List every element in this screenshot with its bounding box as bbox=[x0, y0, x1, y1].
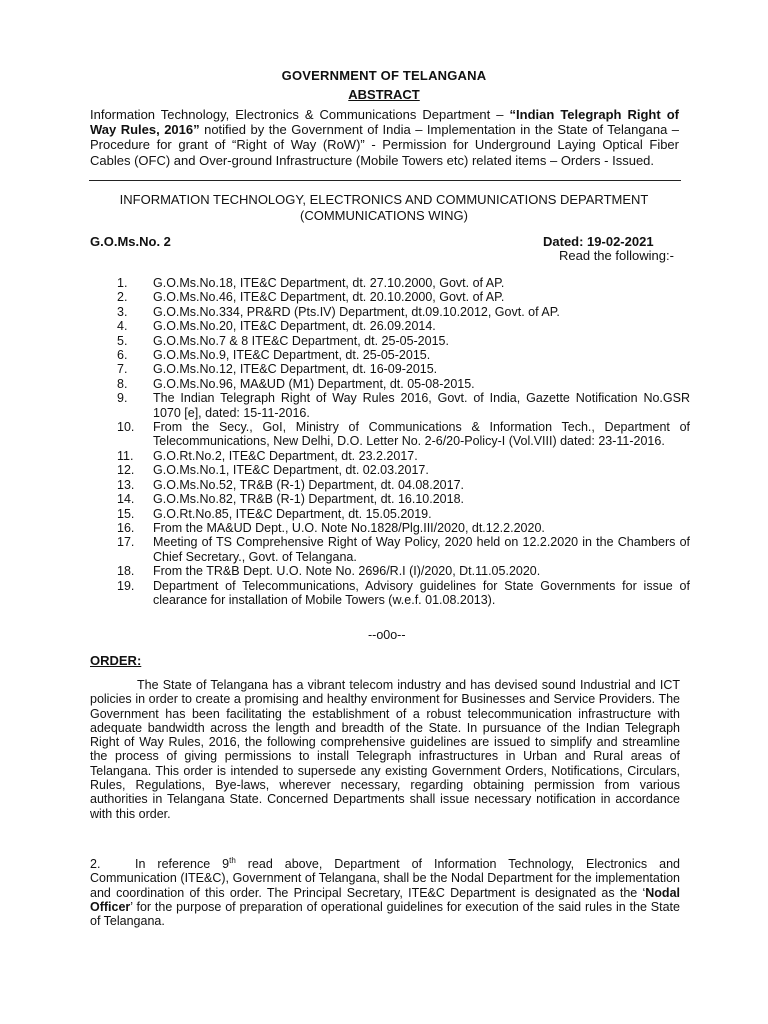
reference-item bbox=[90, 319, 690, 333]
order-paragraph-2 bbox=[90, 857, 680, 928]
reference-text: G.O.Rt.No.85, ITE&C Department, dt. 15.05.2019. bbox=[153, 506, 432, 521]
reference-item bbox=[90, 362, 690, 376]
subject-abstract bbox=[90, 107, 679, 168]
reference-number: 13. bbox=[117, 477, 135, 492]
reference-text: Meeting of TS Comprehensive Right of Way Policy, 2020 held on 12.2.2020 in the Chambers of Chief Secretary., Govt. of Telangana. bbox=[153, 535, 690, 564]
reference-item bbox=[90, 348, 690, 362]
reference-item bbox=[90, 377, 690, 391]
reference-number: 14. bbox=[117, 492, 135, 507]
reference-text: G.O.Ms.No.96, MA&UD (M1) Department, dt. 05-08-2015. bbox=[153, 376, 475, 391]
order-paragraph-1: The State of Telangana has a vibrant telecom industry and has devised sound Industrial and ICT policies in order to create a promising and healthy environment for Businesses and Service Providers. The Government has been facilitating the establishment of a robust telecommunication infrastructure with adequate bandwidth across the length and breadth of the State. In pursuance of the Indian Telegraph Right of Way Rules, 2016, the following comprehensive guidelines are issued to simplify and streamline the process of giving permissions to install Telegraph infrastructures in Urban and Rural areas of Telangana. This order is intended to supersede any existing Government Orders, Notifications, Circulars, Rules, Regulations, Bye-laws, wherever necessary, regarding obtaining permission from various authorities in Telangana State. Concerned Departments shall issue necessary notification in accordance with this order. bbox=[90, 678, 680, 821]
reference-text: From the MA&UD Dept., U.O. Note No.1828/Plg.III/2020, dt.12.2.2020. bbox=[153, 520, 545, 535]
reference-number: 19. bbox=[117, 578, 135, 593]
paragraph-number: 2. bbox=[90, 857, 101, 871]
reference-item bbox=[90, 391, 690, 420]
reference-number: 6. bbox=[117, 348, 128, 363]
reference-text: G.O.Ms.No.7 & 8 ITE&C Department, dt. 25-05-2015. bbox=[153, 333, 449, 348]
reference-number: 8. bbox=[117, 376, 128, 391]
reference-item bbox=[90, 492, 690, 506]
read-following: Read the following:- bbox=[559, 248, 674, 263]
reference-text: From the TR&B Dept. U.O. Note No. 2696/R.I (I)/2020, Dt.11.05.2020. bbox=[153, 564, 541, 579]
nodal-officer-term: Nodal Officer bbox=[90, 885, 680, 914]
reference-item bbox=[90, 478, 690, 492]
horizontal-rule bbox=[89, 180, 681, 181]
reference-text: G.O.Ms.No.52, TR&B (R-1) Department, dt. 04.08.2017. bbox=[153, 477, 465, 492]
reference-number: 2. bbox=[117, 290, 128, 305]
reference-number: 12. bbox=[117, 463, 135, 478]
paragraph-2-text-c: ’ for the purpose of preparation of operational guidelines for execution of the said rules in the State of Telangana. bbox=[90, 899, 680, 929]
reference-text: G.O.Ms.No.20, ITE&C Department, dt. 26.09.2014. bbox=[153, 319, 436, 334]
department-heading bbox=[80, 192, 688, 223]
reference-number: 1. bbox=[117, 276, 128, 290]
reference-text: G.O.Rt.No.2, ITE&C Department, dt. 23.2.2017. bbox=[153, 448, 418, 463]
go-number: G.O.Ms.No. 2 bbox=[90, 234, 171, 249]
abstract-title: ABSTRACT bbox=[348, 87, 420, 102]
reference-text: Department of Telecommunications, Advisory guidelines for State Governments for issue of clearance for installation of Mobile Towers (w.e.f. 01.08.2013). bbox=[153, 578, 690, 607]
subject-text-2: notified by the Government of India – Implementation in the State of Telangana – Procedure for grant of “Right of Way (RoW)” - Permission for Underground Laying Optical Fiber Cables (OFC) and Over-ground Infrastructure (Mobile Towers etc) related items – Orders - Issued. bbox=[90, 122, 679, 168]
government-title: GOVERNMENT OF TELANGANA bbox=[281, 68, 487, 83]
superscript-th: th bbox=[229, 855, 236, 865]
reference-number: 10. bbox=[117, 420, 135, 435]
reference-item bbox=[90, 305, 690, 319]
references-list bbox=[90, 276, 690, 607]
reference-item bbox=[90, 449, 690, 463]
reference-text: G.O.Ms.No.12, ITE&C Department, dt. 16-09-2015. bbox=[153, 362, 438, 377]
reference-number: 16. bbox=[117, 520, 135, 535]
department-name: INFORMATION TECHNOLOGY, ELECTRONICS AND COMMUNICATIONS DEPARTMENT bbox=[119, 192, 649, 207]
paragraph-2-text-b: read above, Department of Information Technology, Electronics and Communication (ITE&C), Government of Telangana, shall be the Nodal Department for the implementation and coordination of this order. The Principal Secretary, ITE&C Department is designated as the ‘ bbox=[90, 857, 680, 900]
reference-number: 5. bbox=[117, 333, 128, 348]
reference-item bbox=[90, 521, 690, 535]
reference-number: 18. bbox=[117, 564, 135, 579]
paragraph-2-text-a: In reference 9 bbox=[135, 857, 230, 871]
reference-text: G.O.Ms.No.9, ITE&C Department, dt. 25-05-2015. bbox=[153, 348, 431, 363]
reference-item bbox=[90, 564, 690, 578]
reference-text: G.O.Ms.No.46, ITE&C Department, dt. 20.10.2000, Govt. of AP. bbox=[153, 290, 505, 305]
reference-item bbox=[90, 579, 690, 608]
reference-number: 11. bbox=[117, 448, 134, 463]
order-heading: ORDER: bbox=[90, 653, 142, 668]
reference-text: The Indian Telegraph Right of Way Rules 2016, Govt. of India, Gazette Notification No.GSR 1070 [e], dated: 15-11-2016. bbox=[153, 391, 690, 420]
subject-text-1: Information Technology, Electronics & Communications Department – bbox=[90, 107, 510, 122]
reference-number: 15. bbox=[117, 506, 135, 521]
reference-number: 3. bbox=[117, 304, 128, 319]
go-date: Dated: 19-02-2021 bbox=[543, 234, 654, 249]
reference-number: 9. bbox=[117, 391, 128, 406]
separator: --o0o-- bbox=[368, 628, 406, 642]
reference-item bbox=[90, 290, 690, 304]
reference-item bbox=[90, 334, 690, 348]
reference-item bbox=[90, 507, 690, 521]
reference-item bbox=[90, 276, 690, 290]
reference-number: 7. bbox=[117, 362, 128, 377]
reference-text: G.O.Ms.No.18, ITE&C Department, dt. 27.10.2000, Govt. of AP. bbox=[153, 276, 505, 290]
reference-item bbox=[90, 463, 690, 477]
reference-number: 4. bbox=[117, 319, 128, 334]
reference-number: 17. bbox=[117, 535, 135, 550]
reference-text: From the Secy., GoI, Ministry of Communications & Information Tech., Department of Telecommunications, New Delhi, D.O. Letter No. 2-6/20-Policy-I (Vol.VIII) dated: 23-11-2016. bbox=[153, 420, 690, 449]
subject-bold-title: “Indian Telegraph Right of Way Rules, 2016” bbox=[90, 107, 679, 138]
reference-text: G.O.Ms.No.334, PR&RD (Pts.IV) Department, dt.09.10.2012, Govt. of AP. bbox=[153, 304, 560, 319]
reference-item bbox=[90, 420, 690, 449]
reference-text: G.O.Ms.No.82, TR&B (R-1) Department, dt. 16.10.2018. bbox=[153, 492, 465, 507]
department-wing: (COMMUNICATIONS WING) bbox=[299, 207, 469, 223]
reference-item bbox=[90, 535, 690, 564]
reference-text: G.O.Ms.No.1, ITE&C Department, dt. 02.03.2017. bbox=[153, 463, 429, 478]
